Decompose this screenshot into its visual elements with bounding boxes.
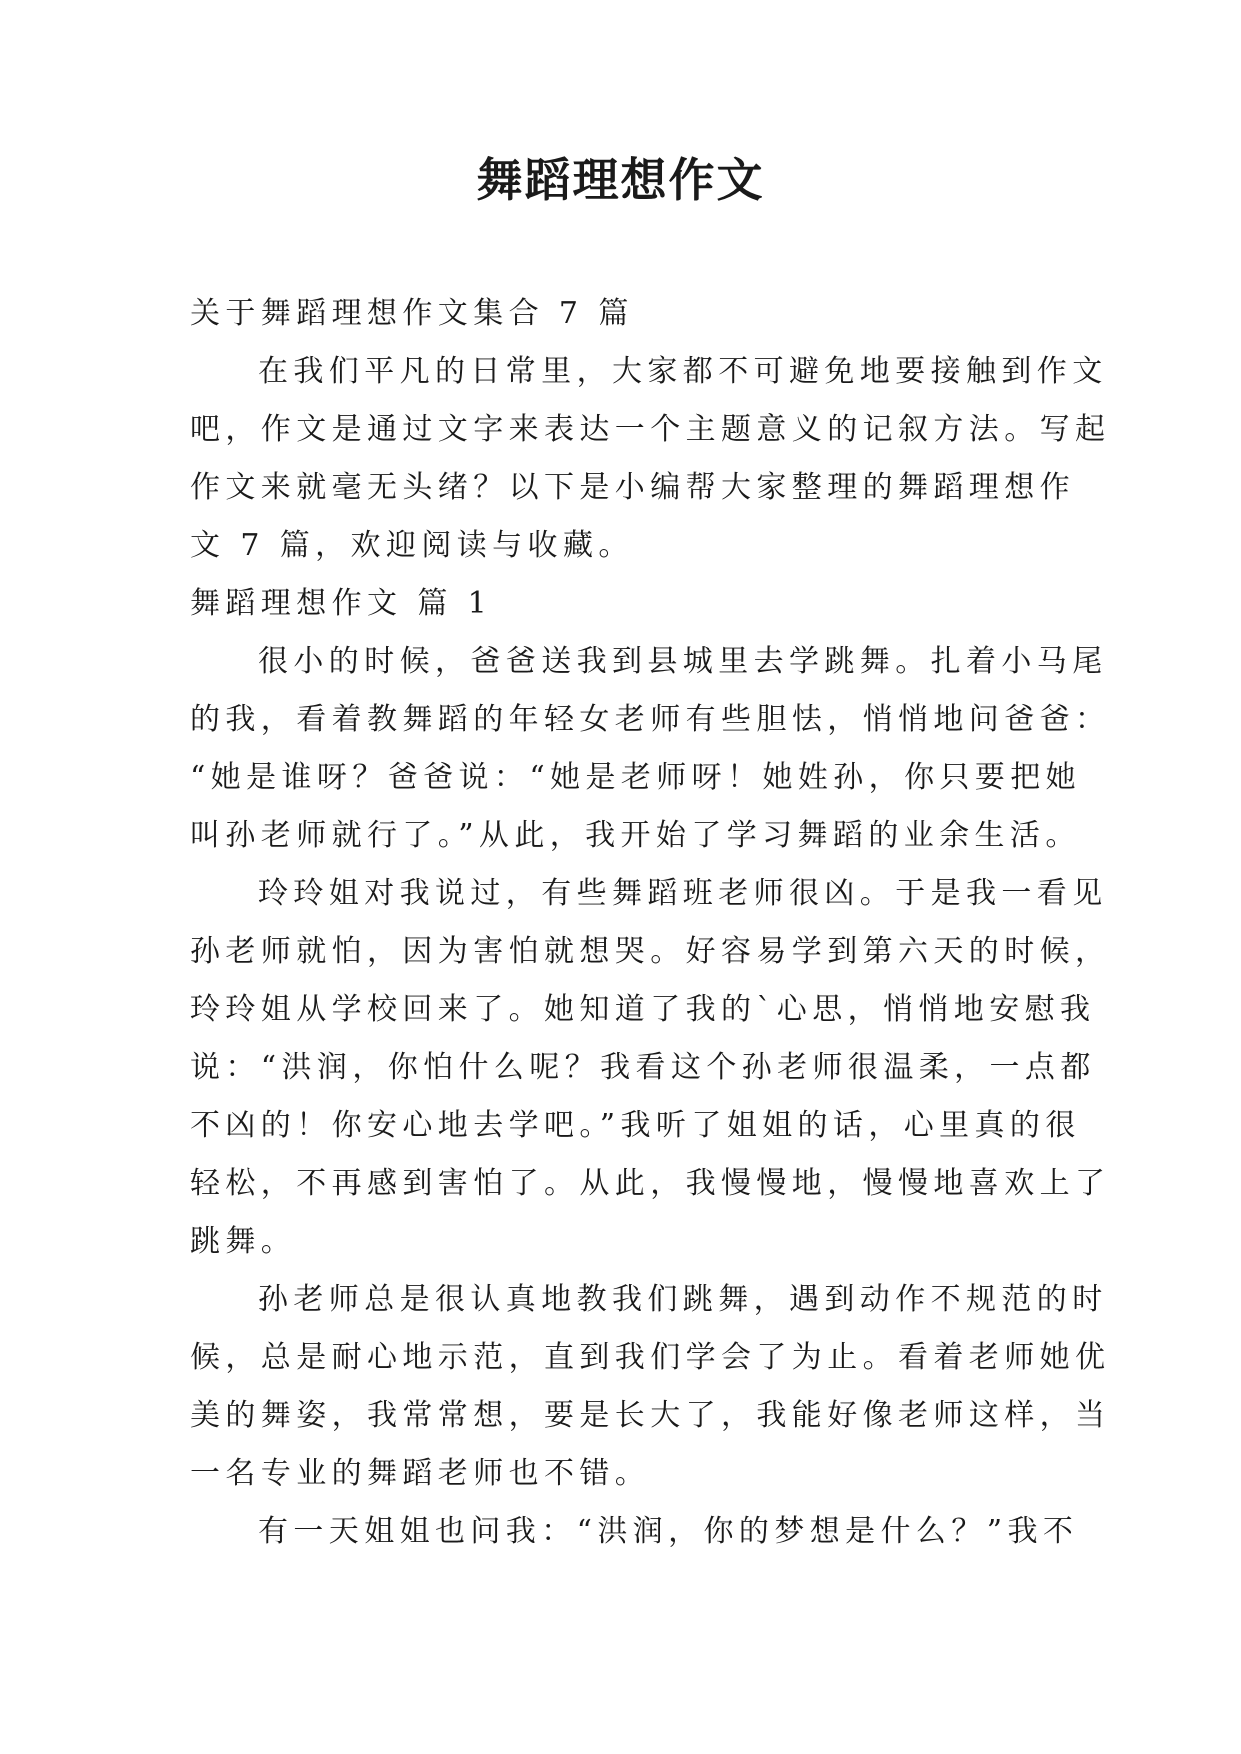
text-line: 关于舞蹈理想作文集合 7 篇 <box>190 296 634 331</box>
text-line: 作文来就毫无头绪？以下是小编帮大家整理的舞蹈理想作 <box>190 470 1075 505</box>
text-line: 孙老师就怕，因为害怕就想哭。好容易学到第六天的时候， <box>190 934 1111 969</box>
document-body <box>190 285 1111 1561</box>
text-line: 轻松，不再感到害怕了。从此，我慢慢地，慢慢地喜欢上了 <box>190 1166 1111 1201</box>
text-line: 不凶的！你安心地去学吧。”我听了姐姐的话，心里真的很 <box>190 1108 1081 1143</box>
text-line: 在我们平凡的日常里，大家都不可避免地要接触到作文 <box>258 354 1108 389</box>
document-title: 舞蹈理想作文 <box>476 153 765 207</box>
text-line: 跳舞。 <box>190 1224 297 1259</box>
text-line: 美的舞姿，我常常想，要是长大了，我能好像老师这样，当 <box>190 1398 1111 1433</box>
text-line: 吧，作文是通过文字来表达一个主题意义的记叙方法。写起 <box>190 412 1111 447</box>
text-line: 一名专业的舞蹈老师也不错。 <box>190 1456 651 1491</box>
text-line: 很小的时候，爸爸送我到县城里去学跳舞。扎着小马尾 <box>258 644 1108 679</box>
text-line: 孙老师总是很认真地教我们跳舞，遇到动作不规范的时 <box>258 1282 1108 1317</box>
text-line: 候，总是耐心地示范，直到我们学会了为止。看着老师她优 <box>190 1340 1111 1375</box>
text-line: 叫孙老师就行了。”从此，我开始了学习舞蹈的业余生活。 <box>190 818 1081 853</box>
text-line: 文 7 篇，欢迎阅读与收藏。 <box>190 528 634 563</box>
text-line: 说：“洪润，你怕什么呢？我看这个孙老师很温柔，一点都 <box>190 1050 1096 1085</box>
text-line: 舞蹈理想作文 篇 1 <box>190 586 493 621</box>
text-line: 的我，看着教舞蹈的年轻女老师有些胆怯，悄悄地问爸爸： <box>190 702 1111 737</box>
text-line: 玲玲姐对我说过，有些舞蹈班老师很凶。于是我一看见 <box>258 876 1108 911</box>
text-line: 玲玲姐从学校回来了。她知道了我的`心思，悄悄地安慰我 <box>190 992 1096 1027</box>
text-line: 有一天姐姐也问我：“洪润，你的梦想是什么？”我不 <box>258 1514 1079 1549</box>
text-line: “她是谁呀？爸爸说：“她是老师呀！她姓孙，你只要把她 <box>190 760 1082 795</box>
